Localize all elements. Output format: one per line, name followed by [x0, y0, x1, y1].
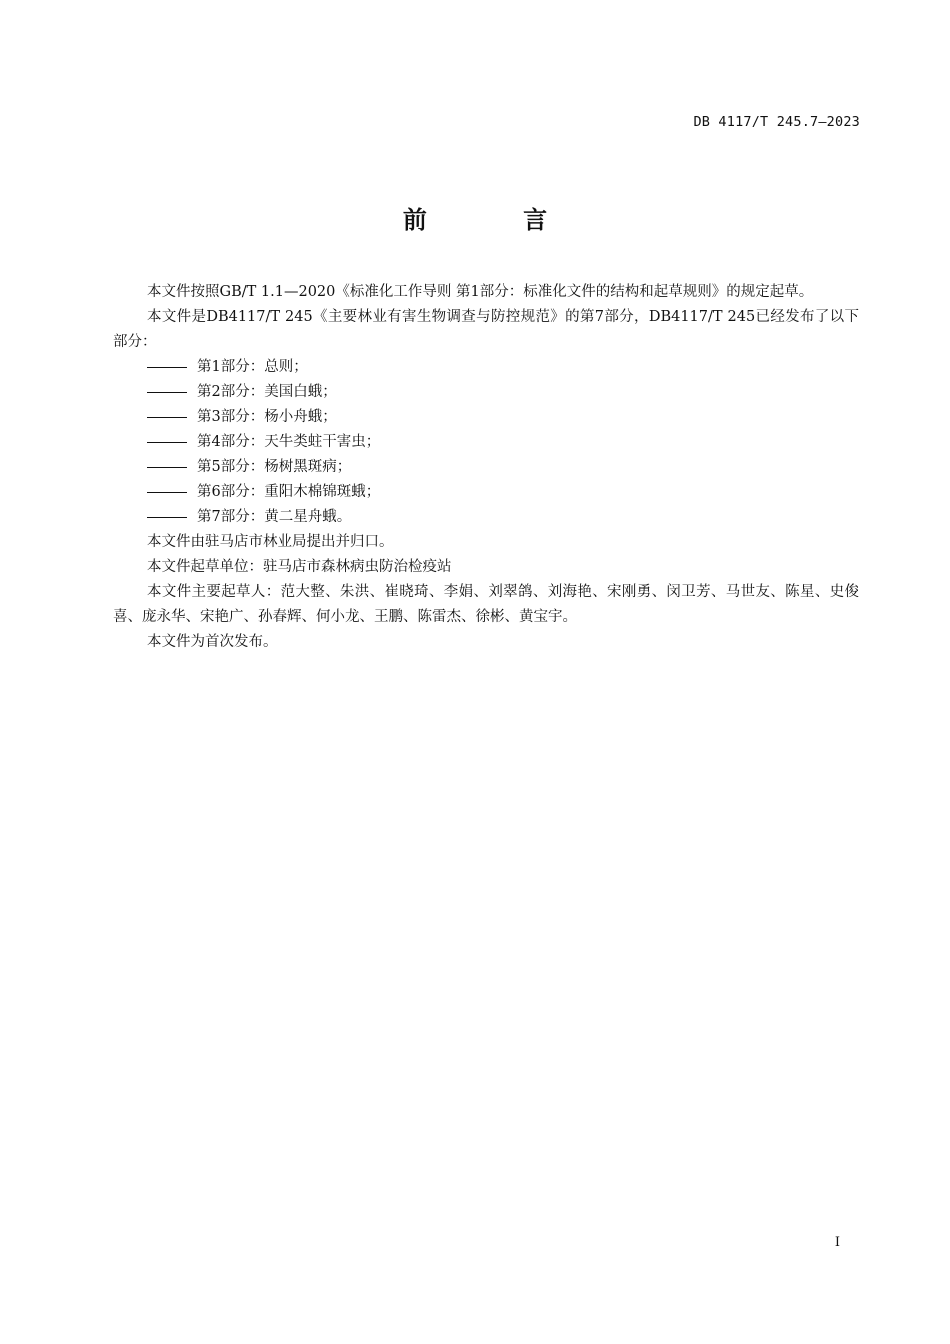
paragraph-proposer: 本文件由驻马店市林业局提出并归口。	[147, 534, 394, 550]
page-number: I	[834, 1235, 840, 1250]
paragraph-series-info: 本文件是DB4117/T 245《主要林业有害生物调查与防控规范》的第7部分，DB4117/T 245已经发布了以下部分：	[113, 309, 859, 350]
paragraph-first-release: 本文件为首次发布。	[147, 634, 278, 650]
list-item	[113, 405, 859, 430]
dash-mark	[147, 517, 187, 518]
part-label: 第3部分：杨小舟蛾；	[197, 409, 337, 425]
document-code: DB 4117/T 245.7—2023	[693, 114, 860, 130]
part-label: 第5部分：杨树黑斑病；	[197, 459, 352, 475]
list-item	[113, 455, 859, 480]
paragraph-drafters: 本文件主要起草人：范大整、朱洪、崔晓琦、李娟、刘翠鸽、刘海艳、宋刚勇、闵卫芳、马世友、陈星、史俊喜、庞永华、宋艳广、孙春辉、何小龙、王鹏、陈雷杰、徐彬、黄宝宇。	[113, 584, 859, 625]
dash-mark	[147, 367, 187, 368]
part-label: 第2部分：美国白蛾；	[197, 384, 337, 400]
dash-mark	[147, 467, 187, 468]
paragraph-drafting-rules: 本文件按照GB/T 1.1—2020《标准化工作导则 第1部分：标准化文件的结构和起草规则》的规定起草。	[147, 284, 814, 300]
list-item	[113, 430, 859, 455]
paragraph-drafting-unit: 本文件起草单位：驻马店市森林病虫防治检疫站	[147, 559, 452, 575]
part-label: 第4部分：天牛类蛀干害虫；	[197, 434, 381, 450]
foreword-content	[113, 280, 859, 655]
dash-mark	[147, 492, 187, 493]
list-item	[113, 355, 859, 380]
page-title: 前 言	[402, 206, 592, 234]
list-item	[113, 480, 859, 505]
list-item	[113, 505, 859, 530]
dash-mark	[147, 417, 187, 418]
part-label: 第6部分：重阳木棉锦斑蛾；	[197, 484, 381, 500]
list-item	[113, 380, 859, 405]
part-label: 第7部分：黄二星舟蛾。	[197, 509, 352, 525]
part-label: 第1部分：总则；	[197, 359, 308, 375]
dash-mark	[147, 392, 187, 393]
dash-mark	[147, 442, 187, 443]
